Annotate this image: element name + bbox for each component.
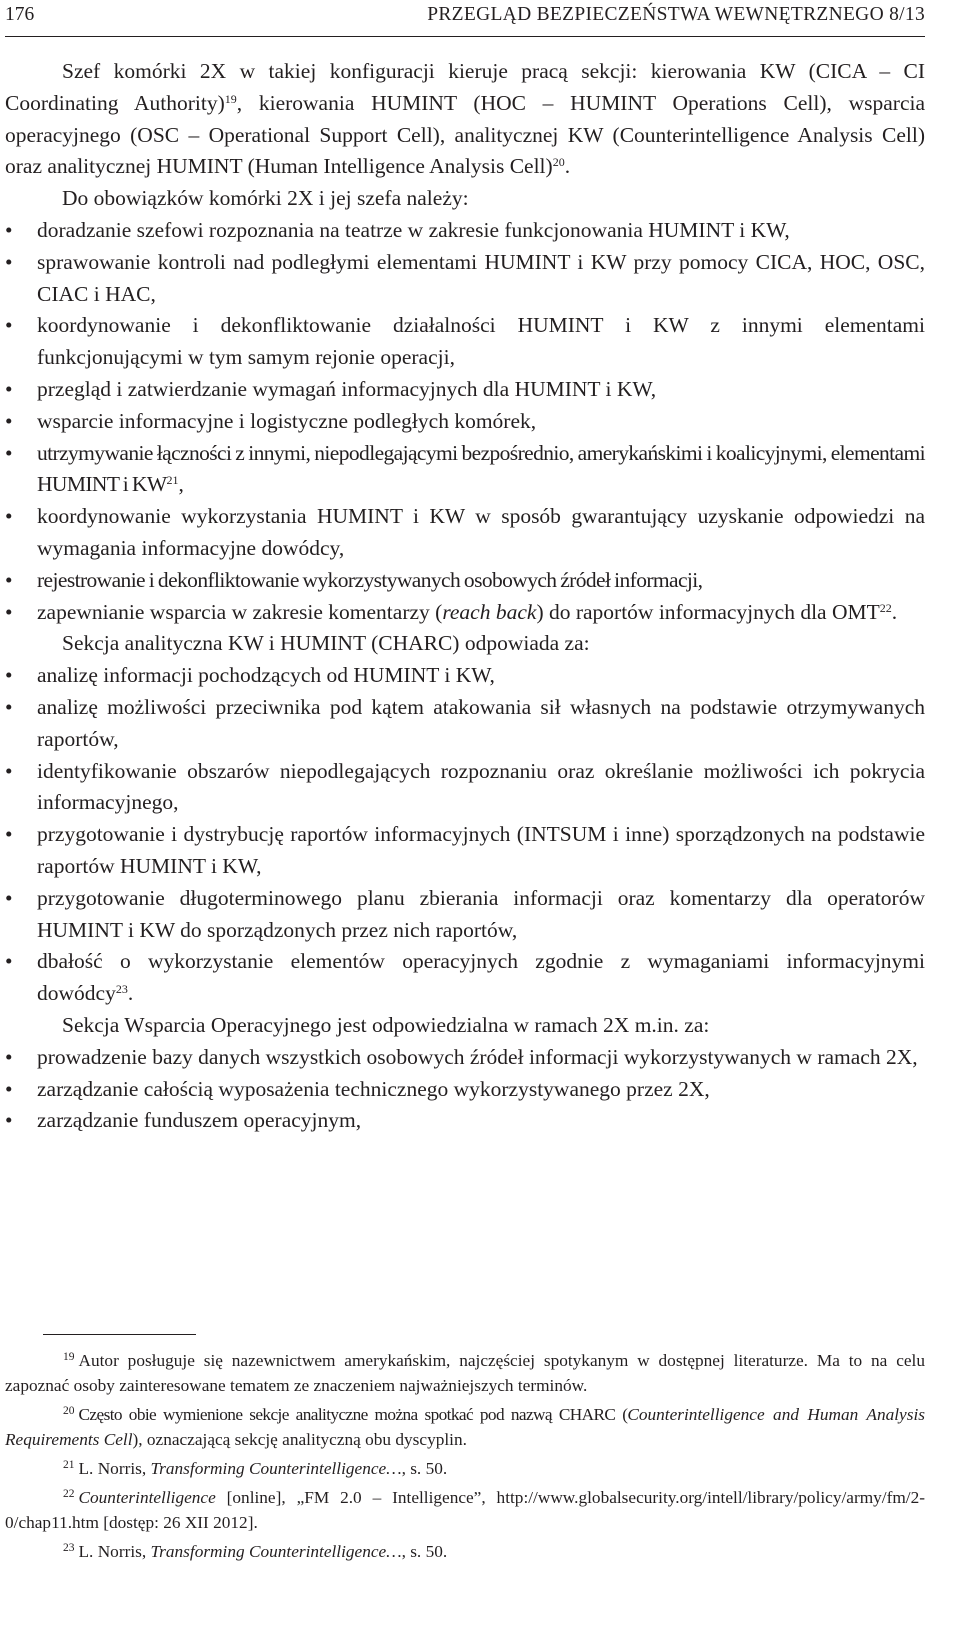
- running-title: PRZEGLĄD BEZPIECZEŃSTWA WEWNĘTRZNEGO 8/13: [427, 4, 925, 25]
- list-item: • koordynowanie wykorzystania HUMINT i KW w sposób gwarantujący uzyskanie odpowiedzi na wymagania informacyjne dowódcy,: [5, 501, 925, 565]
- running-header: [5, 4, 925, 37]
- footnote-22: $^{22}$ Counterintelligence [online], „FM 2.0 – Intelligence”, http://www.globalsecurity.org/intell/library/policy/army/fm/2-0/chap11.htm [dostęp: 26 XII 2012].: [5, 1488, 925, 1532]
- charc-lead: Sekcja analityczna KW i HUMINT (CHARC) odpowiada za:: [62, 631, 590, 656]
- list-item: • sprawowanie kontroli nad podległymi elementami HUMINT i KW przy pomocy CICA, HOC, OSC, CIAC i HAC,: [5, 247, 925, 311]
- list-item: • przygotowanie długoterminowego planu zbierania informacji oraz komentarzy dla operatorów HUMINT i KW do sporządzonych przez nich raportów,: [5, 883, 925, 947]
- footnote-ref-22[interactable]: 22: [879, 600, 892, 615]
- list-item: • prowadzenie bazy danych wszystkich osobowych źródeł informacji wykorzystywanych w ramach 2X,: [5, 1042, 925, 1074]
- list-item: • zarządzanie całością wyposażenia technicznego wykorzystywanego przez 2X,: [5, 1074, 925, 1106]
- footnotes: [5, 1348, 925, 1568]
- charc-list: [5, 660, 925, 1010]
- footnote-23: $^{23}$ L. Norris, Transforming Counterintelligence…, s. 50.: [63, 1542, 448, 1561]
- list-item: • zapewnianie wsparcia w zakresie komentarzy (reach back) do raportów informacyjnych dla OMT$^{22}$.: [5, 597, 925, 629]
- footnote-separator: [43, 1334, 196, 1335]
- osc-list: [5, 1042, 925, 1137]
- intro-paragraph: Szef komórki 2X w takiej konfiguracji kieruje pracą sekcji: kierowania KW (CICA – CI Coordinating Authority)$^{19}$, kierowania HUMINT (HOC – HUMINT Operations Cell), wsparcia operacyjnego (OSC – Operational Support Cell), analitycznej KW (Counterintelligence Analysis Cell) oraz analitycznej HUMINT (Human Intelligence Analysis Cell)$^{20}$.: [5, 59, 925, 179]
- list-item: • analizę informacji pochodzących od HUMINT i KW,: [5, 660, 925, 692]
- footnote-ref-23[interactable]: 23: [115, 982, 128, 997]
- footnote-ref-21[interactable]: 21: [166, 473, 179, 488]
- duties-lead: Do obowiązków komórki 2X i jej szefa należy:: [62, 186, 469, 211]
- page-number: 176: [5, 4, 35, 25]
- list-item: • identyfikowanie obszarów niepodlegających rozpoznaniu oraz określanie możliwości ich pokrycia informacyjnego,: [5, 756, 925, 820]
- list-item: • koordynowanie i dekonfliktowanie działalności HUMINT i KW z innymi elementami funkcjonującymi w tym samym rejonie operacji,: [5, 310, 925, 374]
- list-item: • analizę możliwości przeciwnika pod kątem atakowania sił własnych na podstawie otrzymywanych raportów,: [5, 692, 925, 756]
- list-item: • dbałość o wykorzystanie elementów operacyjnych zgodnie z wymaganiami informacyjnymi dowódcy$^{23}$.: [5, 946, 925, 1010]
- list-item: • przygotowanie i dystrybucję raportów informacyjnych (INTSUM i inne) sporządzonych na podstawie raportów HUMINT i KW,: [5, 819, 925, 883]
- osc-lead: Sekcja Wsparcia Operacyjnego jest odpowiedzialna w ramach 2X m.in. za:: [62, 1012, 710, 1037]
- footnote-21: $^{21}$ L. Norris, Transforming Counterintelligence…, s. 50.: [63, 1459, 448, 1478]
- footnote-ref-19[interactable]: 19: [224, 91, 237, 106]
- duties-list: [5, 215, 925, 628]
- footnote-22-link[interactable]: [online], „FM 2.0 – Intelligence”, http://www.globalsecurity.org/intell/library/policy/army/fm/2-0/chap11.htm [dostęp: 26 XII 2012].: [5, 1488, 925, 1532]
- list-item: • przegląd i zatwierdzanie wymagań informacyjnych dla HUMINT i KW,: [5, 374, 925, 406]
- list-item: • doradzanie szefowi rozpoznania na teatrze w zakresie funkcjonowania HUMINT i KW,: [5, 215, 925, 247]
- footnote-19: $^{19}$ Autor posługuje się nazewnictwem amerykańskim, najczęściej spotykanym w dostępnej literaturze. Ma to na celu zapoznać osoby zainteresowane tematem ze znaczeniem najważniejszych terminów.: [5, 1351, 925, 1395]
- footnote-ref-20[interactable]: 20: [552, 155, 565, 170]
- footnote-20: $^{20}$ Często obie wymienione sekcje analityczne można spotkać pod nazwą CHARC (Counterintelligence and Human Analysis Requirements Cell), oznaczającą sekcję analityczną obu dyscyplin.: [5, 1405, 925, 1449]
- main-text: [5, 56, 925, 1137]
- list-item: • zarządzanie funduszem operacyjnym,: [5, 1105, 925, 1137]
- list-item: • rejestrowanie i dekonfliktowanie wykorzystywanych osobowych źródeł informacji,: [5, 565, 925, 597]
- list-item: • wsparcie informacyjne i logistyczne podległych komórek,: [5, 406, 925, 438]
- list-item: • utrzymywanie łączności z innymi, niepodlegającymi bezpośrednio, amerykańskimi i koalicyjnymi, elementami HUMINT i KW$^{21}$,: [5, 438, 925, 502]
